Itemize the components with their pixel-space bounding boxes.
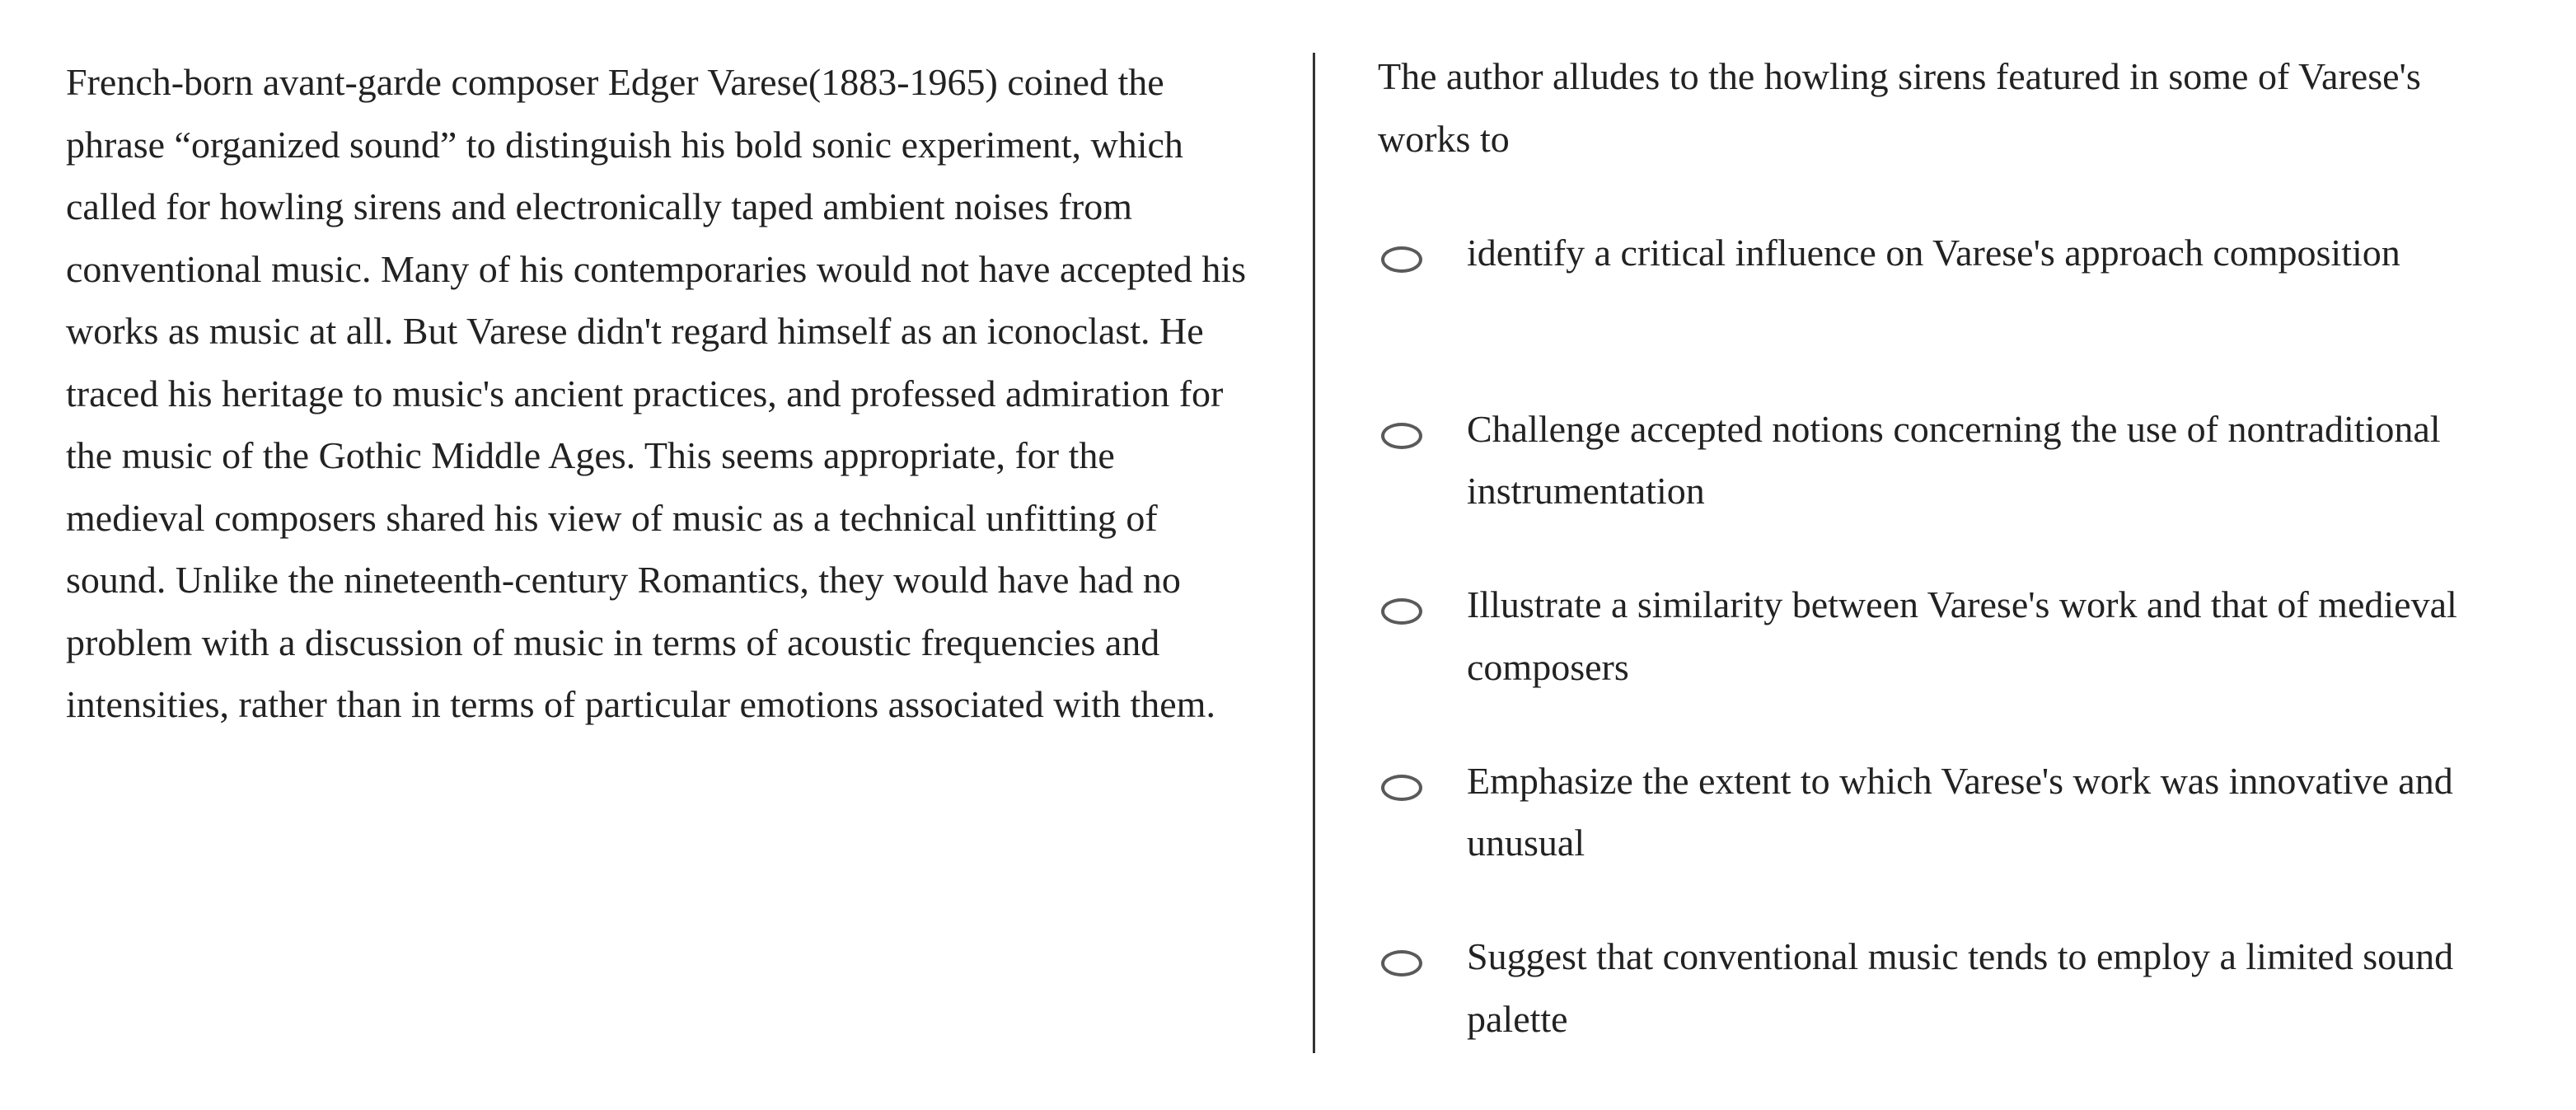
answer-option-5[interactable] bbox=[1378, 934, 2515, 1110]
passage-text: French-born avant-garde composer Edger Varese(1883-1965) coined the phrase “organized sound” to distinguish his bold sonic experiment, which called for howling sirens and electronically taped ambient noises from conventional music. Many of his contemporaries would not have accepted his works as music at all. But Varese didn't regard himself as an iconoclast. He traced his heritage to music's ancient practices, and professed admiration for the music of the Gothic Middle Ages. This seems appropriate, for the medieval composers shared his view of music as a technical unfitting of sound. Unlike the nineteenth-century Romantics, they would have had no problem with a discussion of music in terms of acoustic frequencies and intensities, rather than in terms of particular emotions associated with them. bbox=[66, 61, 1246, 725]
answer-option-label[interactable]: Challenge accepted notions concerning the use of nontraditional instrumentation bbox=[1467, 407, 2441, 512]
radio-button-icon[interactable] bbox=[1381, 775, 1422, 801]
radio-button-icon[interactable] bbox=[1381, 423, 1422, 449]
answer-options bbox=[1378, 230, 2515, 1110]
answer-option-2[interactable] bbox=[1378, 406, 2515, 583]
column-divider bbox=[1313, 53, 1315, 1053]
radio-button-icon[interactable] bbox=[1381, 246, 1422, 273]
answer-option-3[interactable] bbox=[1378, 582, 2515, 758]
radio-button-icon[interactable] bbox=[1381, 598, 1422, 625]
question-panel bbox=[1378, 45, 2515, 1040]
reading-passage bbox=[66, 51, 1253, 736]
answer-option-label[interactable]: Emphasize the extent to which Varese's work was innovative and unusual bbox=[1467, 759, 2453, 864]
question-stem: The author alludes to the howling sirens featured in some of Varese's works to bbox=[1378, 55, 2421, 160]
answer-option-label[interactable]: Illustrate a similarity between Varese's work and that of medieval composers bbox=[1467, 583, 2457, 688]
answer-option-1[interactable] bbox=[1378, 230, 2515, 406]
answer-option-label[interactable]: identify a critical influence on Varese's approach composition bbox=[1467, 232, 2400, 274]
answer-option-4[interactable] bbox=[1378, 758, 2515, 934]
radio-button-icon[interactable] bbox=[1381, 950, 1422, 977]
answer-option-label[interactable]: Suggest that conventional music tends to employ a limited sound palette bbox=[1467, 935, 2454, 1040]
